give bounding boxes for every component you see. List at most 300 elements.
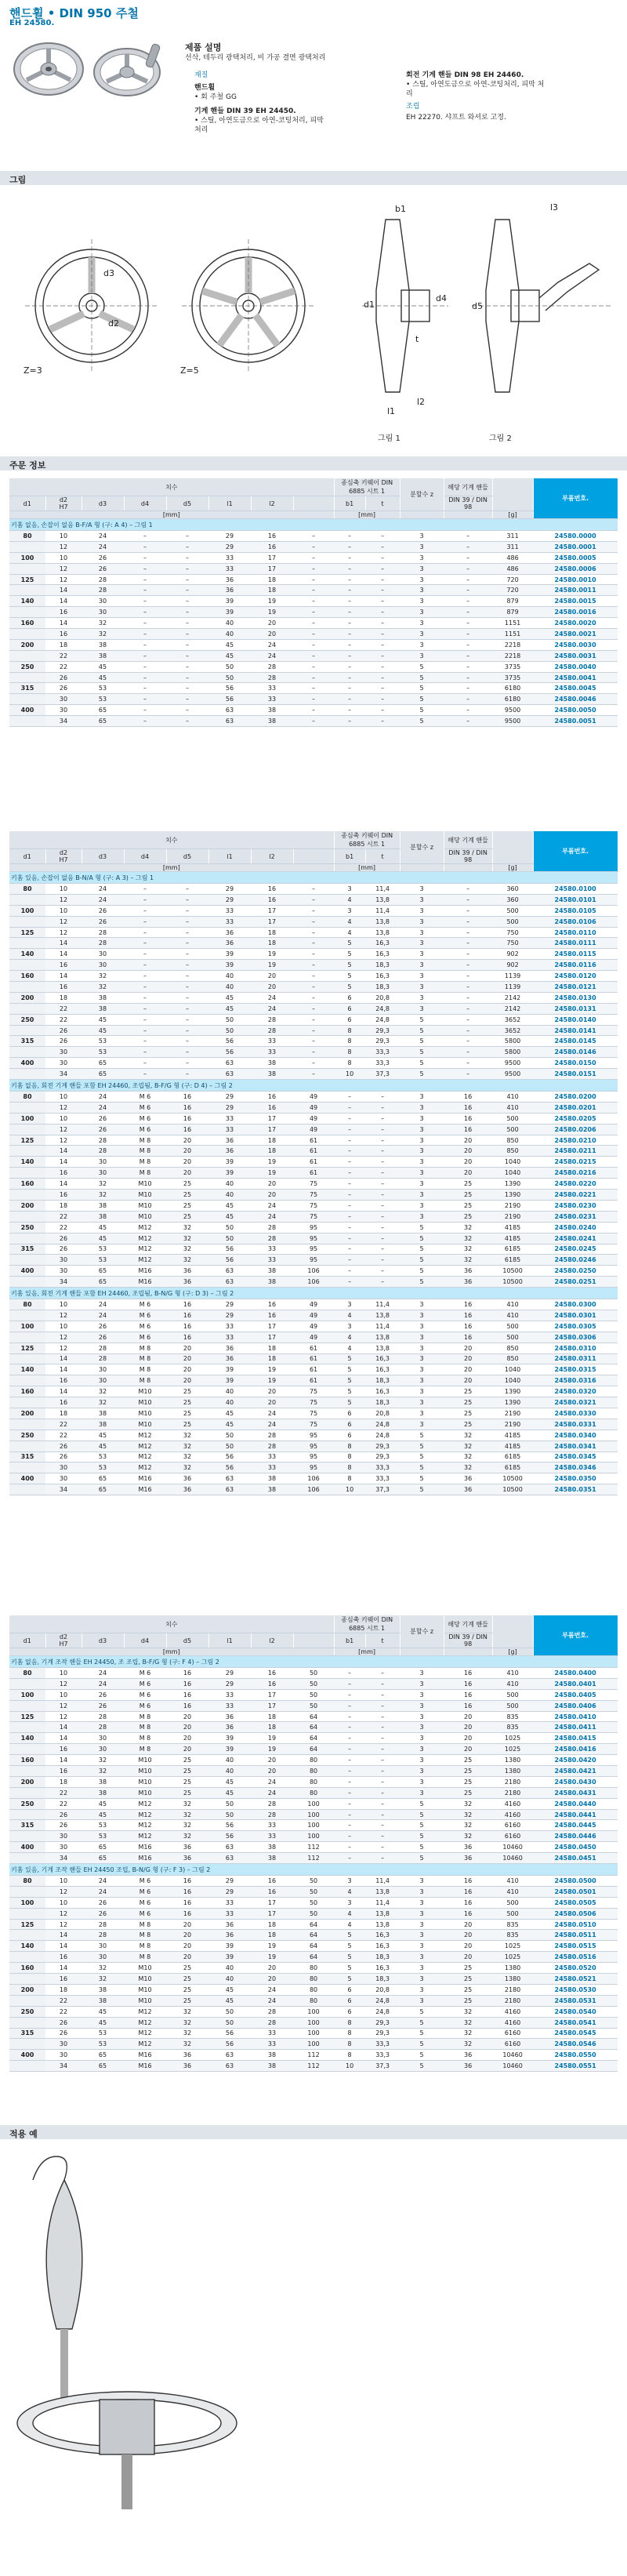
table-cell: – xyxy=(166,552,208,563)
drawing-dim-b1: b1 xyxy=(395,204,406,214)
table-cell: 20 xyxy=(251,1190,293,1201)
table-cell: 3 xyxy=(400,894,444,905)
part-number: 24580.0210 xyxy=(533,1135,618,1146)
table-row xyxy=(9,1321,618,1332)
table-cell: 45 xyxy=(82,1014,124,1025)
table-cell: 45 xyxy=(208,650,251,661)
table-cell: 22 xyxy=(45,650,82,661)
table-cell: 26 xyxy=(82,1124,124,1135)
table-cell: 16 xyxy=(444,1124,492,1135)
table-cell: 32 xyxy=(444,1233,492,1244)
table-cell: 20 xyxy=(444,1919,492,1930)
table-cell: 36 xyxy=(444,1473,492,1484)
table-row xyxy=(9,927,618,938)
table-cell: 16 xyxy=(444,1700,492,1711)
table-cell: – xyxy=(365,1755,400,1766)
table-cell: 18,3 xyxy=(365,1397,400,1408)
table-cell: – xyxy=(293,596,334,607)
table-cell: 29,3 xyxy=(365,1441,400,1451)
table-cell: 20 xyxy=(166,1157,208,1168)
part-number: 24580.0450 xyxy=(533,1842,618,1853)
table-row xyxy=(9,1995,618,2006)
table-cell: 28 xyxy=(82,1919,124,1930)
table-cell: 20 xyxy=(444,1353,492,1364)
table-cell: 30 xyxy=(82,607,124,618)
table-row xyxy=(9,1462,618,1473)
table-cell: 400 xyxy=(9,1266,45,1277)
table-cell: M 6 xyxy=(124,1092,166,1103)
table-cell: 32 xyxy=(166,1462,208,1473)
table-cell: 36 xyxy=(444,1277,492,1288)
table-cell: 100 xyxy=(293,2028,334,2039)
table-cell: 6160 xyxy=(492,2039,533,2050)
table-row xyxy=(9,1102,618,1113)
table-cell: 33 xyxy=(208,916,251,927)
table-cell: 22 xyxy=(45,1430,82,1441)
table-cell: M 6 xyxy=(124,1886,166,1897)
table-cell: 36 xyxy=(166,2050,208,2061)
table-cell: – xyxy=(444,552,492,563)
table-row xyxy=(9,1451,618,1462)
table-cell: 20 xyxy=(166,1353,208,1364)
table-cell: – xyxy=(365,1722,400,1733)
table-cell xyxy=(9,629,45,640)
table-cell: 3 xyxy=(400,916,444,927)
table-cell: M 8 xyxy=(124,1157,166,1168)
table-cell: 2218 xyxy=(492,650,533,661)
table-cell: 16 xyxy=(251,541,293,552)
table-cell: 3 xyxy=(400,1419,444,1430)
table-cell: 486 xyxy=(492,552,533,563)
part-number: 24580.0340 xyxy=(533,1430,618,1441)
table-cell: 5 xyxy=(400,1441,444,1451)
table-cell: 45 xyxy=(208,1003,251,1014)
table-cell: 3 xyxy=(334,1897,365,1908)
table-cell: 160 xyxy=(9,1179,45,1190)
table-cell: – xyxy=(334,639,365,650)
table-cell: 53 xyxy=(82,1244,124,1255)
table-cell: 5 xyxy=(400,1244,444,1255)
table-row xyxy=(9,1820,618,1831)
table-cell: M 6 xyxy=(124,1124,166,1135)
table-cell: 28 xyxy=(82,574,124,585)
table-cell: 19 xyxy=(251,1952,293,1963)
table-cell: – xyxy=(124,705,166,716)
table-cell: 50 xyxy=(208,1222,251,1233)
table-cell: – xyxy=(166,894,208,905)
table-row xyxy=(9,585,618,596)
table-cell: 32 xyxy=(166,1255,208,1266)
table-cell: – xyxy=(124,905,166,916)
table-cell: 50 xyxy=(208,2017,251,2028)
table-cell: 8 xyxy=(334,1036,365,1047)
table-cell: 80 xyxy=(9,1668,45,1679)
header-d1 xyxy=(9,496,45,511)
table-cell: 20 xyxy=(166,1135,208,1146)
table-cell: 850 xyxy=(492,1353,533,1364)
table-cell: 25 xyxy=(444,1995,492,2006)
header-d4 xyxy=(124,849,166,864)
table-cell: M10 xyxy=(124,1419,166,1430)
part-number: 24580.0540 xyxy=(533,2006,618,2017)
table-cell: 29 xyxy=(208,541,251,552)
table-cell: 80 xyxy=(293,1776,334,1787)
table-row xyxy=(9,1886,618,1897)
table-cell: 36 xyxy=(166,2061,208,2072)
table-cell: 53 xyxy=(82,1820,124,1831)
table-cell: – xyxy=(293,650,334,661)
table-cell: 19 xyxy=(251,1733,293,1744)
table-cell: 3 xyxy=(400,1003,444,1014)
table-cell: 100 xyxy=(9,905,45,916)
table-cell: 3735 xyxy=(492,661,533,672)
table-cell: 200 xyxy=(9,1984,45,1995)
table-cell: 38 xyxy=(82,1200,124,1211)
table-cell: 3 xyxy=(400,563,444,574)
table-cell: 50 xyxy=(293,1678,334,1689)
table-cell: 5 xyxy=(400,716,444,727)
table-cell: 61 xyxy=(293,1157,334,1168)
table-cell: – xyxy=(365,596,400,607)
table-cell: 1390 xyxy=(492,1386,533,1397)
table-cell: 30 xyxy=(45,1047,82,1058)
table-cell: 10 xyxy=(45,531,82,542)
table-cell: M 6 xyxy=(124,1668,166,1679)
table-cell: – xyxy=(166,992,208,1003)
table-cell: 95 xyxy=(293,1441,334,1451)
part-number: 24580.0030 xyxy=(533,639,618,650)
part-number: 24580.0110 xyxy=(533,927,618,938)
table-cell: 25 xyxy=(166,1787,208,1798)
table-cell: 3 xyxy=(400,1787,444,1798)
table-cell: 11,4 xyxy=(365,905,400,916)
header-unit-blank-2 xyxy=(444,864,492,872)
table-cell: 4185 xyxy=(492,1441,533,1451)
table-cell: 400 xyxy=(9,1058,45,1069)
table-cell: M10 xyxy=(124,1963,166,1974)
table-cell xyxy=(9,607,45,618)
table-cell: 3 xyxy=(400,639,444,650)
table-cell: 14 xyxy=(45,1930,82,1941)
table-cell: 20 xyxy=(444,1711,492,1722)
table-cell: 32 xyxy=(166,1831,208,1842)
table-cell: 50 xyxy=(208,672,251,683)
table-cell: – xyxy=(124,585,166,596)
table-row xyxy=(9,2006,618,2017)
table-cell: M10 xyxy=(124,1179,166,1190)
table-cell: 16 xyxy=(166,1876,208,1887)
table-cell: 33 xyxy=(208,563,251,574)
table-cell: 160 xyxy=(9,1386,45,1397)
table-cell: 5 xyxy=(334,1397,365,1408)
table-cell: 32 xyxy=(166,2017,208,2028)
table-cell: – xyxy=(124,894,166,905)
handwheel-photo-2 xyxy=(88,38,174,100)
table-cell: 34 xyxy=(45,716,82,727)
table-cell: – xyxy=(365,1831,400,1842)
table-cell: 5 xyxy=(334,1974,365,1985)
table-cell: – xyxy=(166,1047,208,1058)
table-cell: 64 xyxy=(293,1952,334,1963)
table-cell: 26 xyxy=(45,1036,82,1047)
table-cell: – xyxy=(365,1668,400,1679)
header-l2-text: l2 xyxy=(269,1637,275,1644)
table-cell: 18 xyxy=(251,1135,293,1146)
table-cell: 125 xyxy=(9,1919,45,1930)
table-cell: – xyxy=(365,1113,400,1124)
table-cell: 3 xyxy=(400,552,444,563)
table-cell: 24 xyxy=(251,650,293,661)
table-cell: – xyxy=(365,1798,400,1809)
table-cell: – xyxy=(124,596,166,607)
table-cell: 20 xyxy=(166,1146,208,1157)
table-cell xyxy=(9,1853,45,1864)
table-cell: 18 xyxy=(45,639,82,650)
table-cell: 720 xyxy=(492,585,533,596)
table-cell: 63 xyxy=(208,716,251,727)
table-cell: 850 xyxy=(492,1146,533,1157)
table-cell: 12 xyxy=(45,927,82,938)
table-cell: 18 xyxy=(251,927,293,938)
table-cell: 28 xyxy=(251,1222,293,1233)
table-cell: 4 xyxy=(334,916,365,927)
part-number: 24580.0405 xyxy=(533,1689,618,1700)
table-cell: – xyxy=(334,1853,365,1864)
table-cell: – xyxy=(365,1766,400,1777)
table-cell: 3 xyxy=(400,1984,444,1995)
table-cell: 50 xyxy=(208,1014,251,1025)
table-cell: 9500 xyxy=(492,716,533,727)
table-cell: – xyxy=(365,672,400,683)
header-d5 xyxy=(166,849,208,864)
table-cell: 5 xyxy=(400,2028,444,2039)
header-unit-mm-key xyxy=(334,1648,400,1656)
table-cell: 10 xyxy=(334,2061,365,2072)
table-cell: – xyxy=(293,585,334,596)
figure-2-caption: 그림 2 xyxy=(489,434,512,443)
table-cell: 750 xyxy=(492,927,533,938)
table-cell: – xyxy=(293,694,334,705)
table-cell: 106 xyxy=(293,1266,334,1277)
table-cell: 6160 xyxy=(492,1820,533,1831)
drawing-section-title: 그림 xyxy=(9,175,27,185)
table-cell: M12 xyxy=(124,1820,166,1831)
table-cell: M 8 xyxy=(124,1711,166,1722)
table-cell: M 6 xyxy=(124,1310,166,1321)
table-cell: 22 xyxy=(45,2006,82,2017)
table-cell: – xyxy=(444,884,492,895)
table-cell: – xyxy=(365,1700,400,1711)
header-d5-text: d5 xyxy=(183,1637,192,1644)
table-cell: – xyxy=(334,694,365,705)
table-cell: 50 xyxy=(293,1668,334,1679)
table-cell: – xyxy=(334,705,365,716)
table-cell: 50 xyxy=(208,2006,251,2017)
table-cell: 80 xyxy=(9,1092,45,1103)
table-cell: – xyxy=(334,1190,365,1201)
table-cell: – xyxy=(365,694,400,705)
part-number: 24580.0010 xyxy=(533,574,618,585)
table-cell: 14 xyxy=(45,618,82,629)
table-cell: – xyxy=(166,705,208,716)
table-row xyxy=(9,1963,618,1974)
table-cell: 26 xyxy=(82,552,124,563)
table-row xyxy=(9,1842,618,1853)
table-cell: 3 xyxy=(400,1919,444,1930)
table-cell: 25 xyxy=(444,1200,492,1211)
table-cell: 25 xyxy=(444,1419,492,1430)
table-cell: – xyxy=(365,1124,400,1135)
table-cell: 50 xyxy=(208,1025,251,1036)
header-d2-text: d2 xyxy=(59,496,68,503)
header-d5 xyxy=(166,1633,208,1648)
table-cell: 33,3 xyxy=(365,1473,400,1484)
table-row xyxy=(9,1984,618,1995)
table-cell: – xyxy=(365,1733,400,1744)
table-cell: 25 xyxy=(444,1190,492,1201)
table-cell: 8 xyxy=(334,1025,365,1036)
table-cell: 11,4 xyxy=(365,1876,400,1887)
table-cell: 33 xyxy=(208,552,251,563)
part-number: 24580.0231 xyxy=(533,1211,618,1222)
table-cell: – xyxy=(444,1014,492,1025)
table-cell: 902 xyxy=(492,949,533,960)
page-title: 핸드휠 • DIN 950 주철 xyxy=(9,6,139,20)
table-cell: 500 xyxy=(492,1113,533,1124)
table-cell: 112 xyxy=(293,1853,334,1864)
table-cell: 6185 xyxy=(492,1255,533,1266)
table-cell: 100 xyxy=(293,1831,334,1842)
table-cell: – xyxy=(124,916,166,927)
table-cell: M10 xyxy=(124,1211,166,1222)
table-cell: 5 xyxy=(400,2017,444,2028)
table-cell: 8 xyxy=(334,2039,365,2050)
table-cell: 17 xyxy=(251,905,293,916)
group-label: 키홈 없음, 기계 조작 핸들 EH 24450, 조 조립, B-F/G 형 (구: F 4) – 그림 2 xyxy=(9,1656,618,1668)
table-cell: 50 xyxy=(208,1233,251,1244)
table-cell: 38 xyxy=(82,1408,124,1419)
table-cell: – xyxy=(124,1036,166,1047)
order-table-2 xyxy=(9,831,618,1495)
header-l3 xyxy=(293,849,334,864)
table-cell: – xyxy=(334,1277,365,1288)
table-cell: – xyxy=(124,629,166,640)
table-cell: 14 xyxy=(45,1722,82,1733)
table-cell: – xyxy=(444,960,492,971)
table-cell: 32 xyxy=(82,1190,124,1201)
table-row xyxy=(9,1364,618,1375)
table-cell: M12 xyxy=(124,2017,166,2028)
table-cell: 3 xyxy=(400,1113,444,1124)
table-cell: 61 xyxy=(293,1375,334,1386)
table-cell: 16 xyxy=(444,1321,492,1332)
table-cell: 14 xyxy=(45,1146,82,1157)
table-cell: 45 xyxy=(82,2017,124,2028)
table-row xyxy=(9,1908,618,1919)
table-cell: 18,3 xyxy=(365,1974,400,1985)
table-cell xyxy=(9,916,45,927)
table-cell: 32 xyxy=(444,1451,492,1462)
table-cell: 45 xyxy=(208,1984,251,1995)
table-cell: 200 xyxy=(9,992,45,1003)
table-cell: 32 xyxy=(444,1430,492,1441)
table-cell: 30 xyxy=(82,960,124,971)
table-cell: – xyxy=(124,938,166,949)
table-cell: 56 xyxy=(208,1462,251,1473)
table-cell: 25 xyxy=(444,1766,492,1777)
table-cell: M16 xyxy=(124,2050,166,2061)
table-cell: 32 xyxy=(444,1820,492,1831)
table-cell: 37,3 xyxy=(365,2061,400,2072)
part-number: 24580.0445 xyxy=(533,1820,618,1831)
table-cell: 16 xyxy=(251,1886,293,1897)
table-cell: 33 xyxy=(251,1831,293,1842)
table-cell: – xyxy=(124,531,166,542)
table-cell: 17 xyxy=(251,1332,293,1342)
table-cell xyxy=(9,1397,45,1408)
table-cell: – xyxy=(166,905,208,916)
table-cell: 20 xyxy=(166,1722,208,1733)
table-cell: 14 xyxy=(45,1364,82,1375)
table-cell: 30 xyxy=(45,705,82,716)
table-cell: 25 xyxy=(166,1776,208,1787)
table-cell: 5800 xyxy=(492,1036,533,1047)
table-cell: 16 xyxy=(45,1766,82,1777)
drawing-dim-d2: d2 xyxy=(108,318,119,329)
table-cell: 10 xyxy=(45,905,82,916)
table-cell: – xyxy=(334,596,365,607)
table-cell: 12 xyxy=(45,894,82,905)
table-row xyxy=(9,1146,618,1157)
table-cell: – xyxy=(166,971,208,982)
table-cell: 75 xyxy=(293,1419,334,1430)
header-unit-mm-key-text: [mm] xyxy=(358,511,375,518)
table-cell: 14 xyxy=(45,1963,82,1974)
table-cell: 360 xyxy=(492,894,533,905)
table-cell: 56 xyxy=(208,1255,251,1266)
drawing-dim-t: t xyxy=(415,334,419,344)
header-d4-text: d4 xyxy=(140,852,150,860)
table-cell: 30 xyxy=(82,1733,124,1744)
table-cell: 56 xyxy=(208,1047,251,1058)
table-cell: 28 xyxy=(251,1430,293,1441)
table-cell: 38 xyxy=(251,1266,293,1277)
table-cell: 3 xyxy=(400,1766,444,1777)
table-cell: 65 xyxy=(82,2061,124,2072)
table-cell: M12 xyxy=(124,1255,166,1266)
table-cell: 315 xyxy=(9,1244,45,1255)
table-row xyxy=(9,541,618,552)
table-cell: 11,4 xyxy=(365,1299,400,1310)
table-cell: 112 xyxy=(293,1842,334,1853)
part-number: 24580.0220 xyxy=(533,1179,618,1190)
part-number: 24580.0315 xyxy=(533,1364,618,1375)
table-cell: – xyxy=(166,1036,208,1047)
table-row xyxy=(9,1310,618,1321)
table-cell: 36 xyxy=(208,938,251,949)
table-cell: 32 xyxy=(82,1766,124,1777)
table-cell: 40 xyxy=(208,1179,251,1190)
table-cell: 8 xyxy=(334,1441,365,1451)
table-cell: 16 xyxy=(444,1897,492,1908)
order-section-title: 주문 정보 xyxy=(9,460,46,471)
group-row xyxy=(9,519,618,531)
table-cell: 53 xyxy=(82,1036,124,1047)
table-cell: 3652 xyxy=(492,1025,533,1036)
table-row xyxy=(9,916,618,927)
table-cell: 16 xyxy=(45,982,82,993)
table-cell: 18 xyxy=(251,1353,293,1364)
